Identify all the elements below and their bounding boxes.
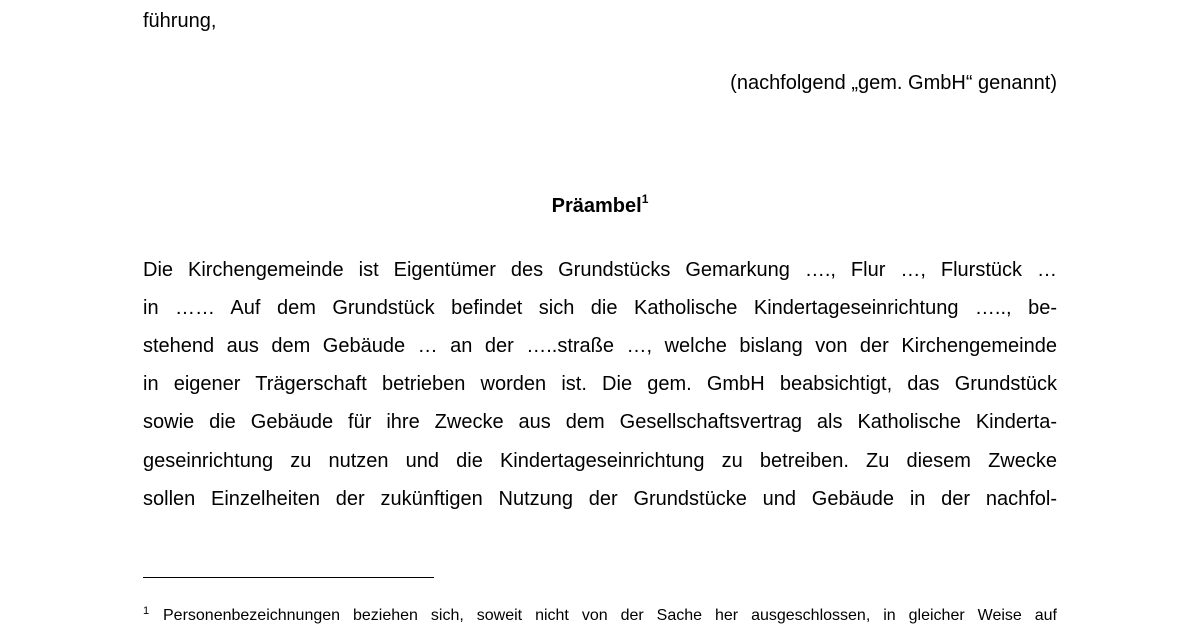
footnote-reference: 1 <box>641 192 649 206</box>
paragraph-line: sollen Einzelheiten der zukünftigen Nutzung der Grundstücke und Gebäude in der nachfol- <box>143 488 1057 510</box>
paragraph-line: geseinrichtung zu nutzen und die Kindertageseinrichtung zu betreiben. Zu diesem Zwecke <box>143 450 1057 472</box>
paragraph-line: sowie die Gebäude für ihre Zwecke aus dem Gesellschaftsvertrag als Katholische Kinderta- <box>143 411 1057 433</box>
previous-page-text-line: führung, <box>143 10 217 32</box>
paragraph-line: in eigener Trägerschaft betrieben worden ist. Die gem. GmbH beabsichtigt, das Grundstück <box>143 373 1057 395</box>
footnote-separator <box>143 577 434 578</box>
section-heading-text: Präambel <box>551 195 642 217</box>
section-heading <box>0 194 1200 218</box>
footnote-text: Personenbezeichnungen beziehen sich, soweit nicht von der Sache her ausgeschlossen, in gleicher Weise auf <box>163 607 1057 624</box>
party-designation-note: (nachfolgend „gem. GmbH“ genannt) <box>730 72 1057 94</box>
footnote: 1 Personenbezeichnungen beziehen sich, soweit nicht von der Sache her ausgeschlossen, in gleicher Weise auf <box>143 605 1057 624</box>
paragraph-line: stehend aus dem Gebäude … an der …..straße …, welche bislang von der Kirchengemeinde <box>143 335 1057 357</box>
paragraph-line: in …… Auf dem Grundstück befindet sich die Katholische Kindertageseinrichtung ….., be- <box>143 297 1057 319</box>
paragraph-line: Die Kirchengemeinde ist Eigentümer des Grundstücks Gemarkung …., Flur …, Flurstück … <box>143 259 1057 281</box>
